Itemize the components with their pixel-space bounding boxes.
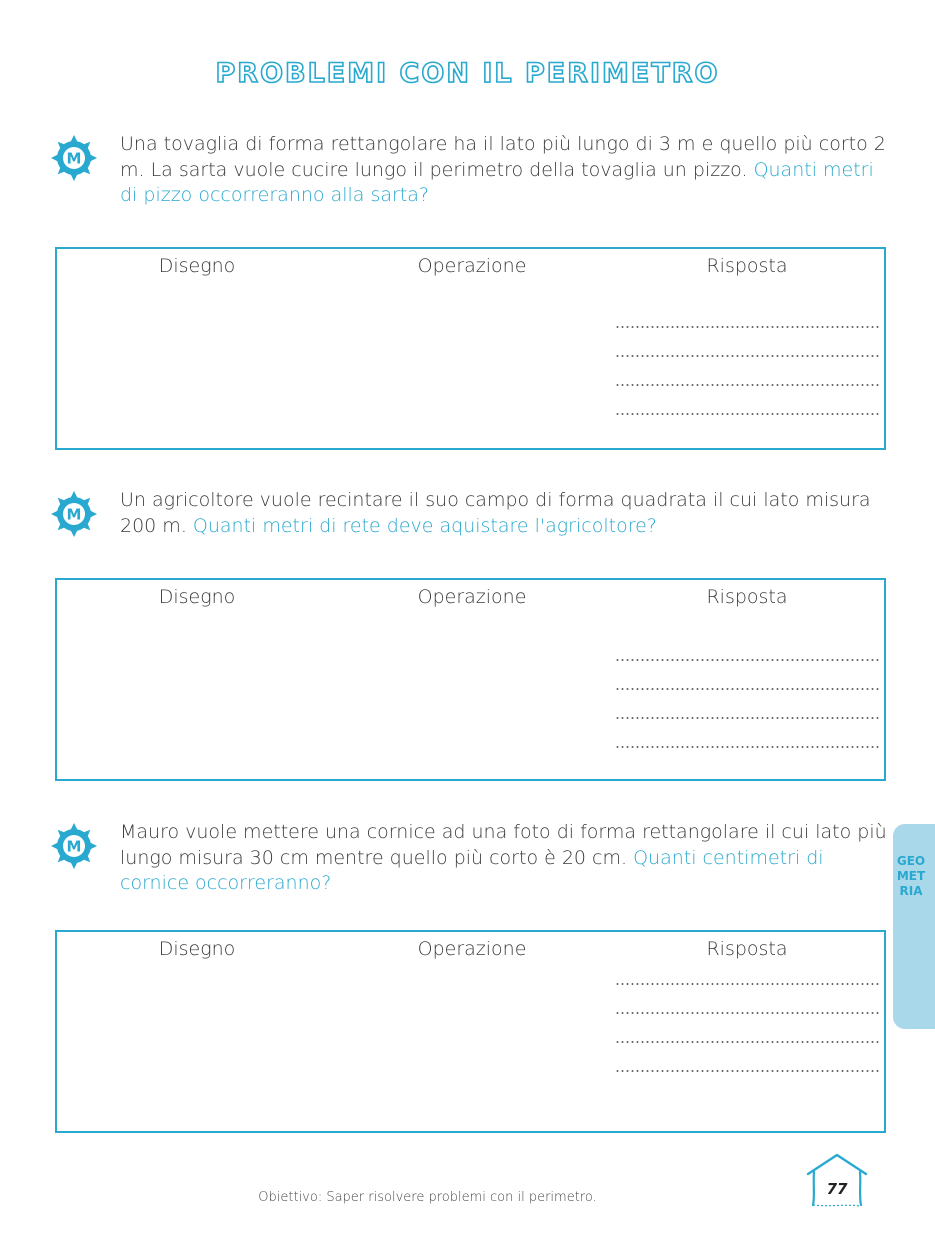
answer-box-2 [55,578,886,781]
m-badge-icon [50,822,98,870]
side-tab-geometria[interactable] [893,824,935,1029]
column-operazione: Operazione [417,255,527,277]
problem-1-question: Quanti metri di pizzo occorreranno alla sarta? [120,158,874,206]
column-risposta: Risposta [706,938,788,960]
column-risposta: Risposta [706,586,788,608]
problem-1-statement: Una tovaglia di forma rettangolare ha il lato più lungo di 3 m e quello più corto 2 m. La sarta vuole cucire lungo il perimetro della tovaglia un pizzo. [120,133,886,181]
m-badge-icon [50,490,98,538]
m-badge-icon [50,134,98,182]
side-tab-label: GEOMETRIA [896,854,926,898]
column-disegno: Disegno [158,586,236,608]
problem-2-question: Quanti metri di rete deve aquistare l'agricoltore? [192,514,657,537]
problem-1 [50,132,890,212]
problem-1-text [120,132,890,209]
svg-text:M: M [66,505,82,524]
svg-text:M: M [66,837,82,856]
column-disegno: Disegno [158,938,236,960]
answer-box-3 [55,930,886,1133]
problem-3-question: Quanti centimetri di cornice occorreranno? [120,846,824,894]
problem-3 [50,820,890,900]
answer-line[interactable] [615,983,879,985]
answer-line[interactable] [615,746,879,748]
footer-objective: Obiettivo: Saper risolvere problemi con il perimetro. [258,1190,597,1205]
answer-line[interactable] [615,1041,879,1043]
answer-line[interactable] [615,659,879,661]
answer-box-1 [55,247,886,450]
problem-2 [50,488,890,548]
problem-3-text [120,820,890,897]
answer-line[interactable] [615,1012,879,1014]
answer-line[interactable] [615,384,879,386]
answer-line[interactable] [615,355,879,357]
page-title: PROBLEMI CON IL PERIMETRO [215,58,720,89]
answer-line[interactable] [615,717,879,719]
column-operazione: Operazione [417,938,527,960]
svg-text:M: M [66,149,82,168]
answer-line[interactable] [615,326,879,328]
problem-2-statement: Un agricoltore vuole recintare il suo campo di forma quadrata il cui lato misura 200 m. [120,489,871,537]
page-number: 77 [826,1180,848,1198]
answer-line[interactable] [615,688,879,690]
column-operazione: Operazione [417,586,527,608]
column-disegno: Disegno [158,255,236,277]
column-risposta: Risposta [706,255,788,277]
problem-3-statement: Mauro vuole mettere una cornice ad una foto di forma rettangolare il cui lato più lungo misura 30 cm mentre quello più corto è 20 cm. [120,821,887,869]
problem-2-text [120,488,890,539]
answer-line[interactable] [615,1070,879,1072]
answer-line[interactable] [615,413,879,415]
